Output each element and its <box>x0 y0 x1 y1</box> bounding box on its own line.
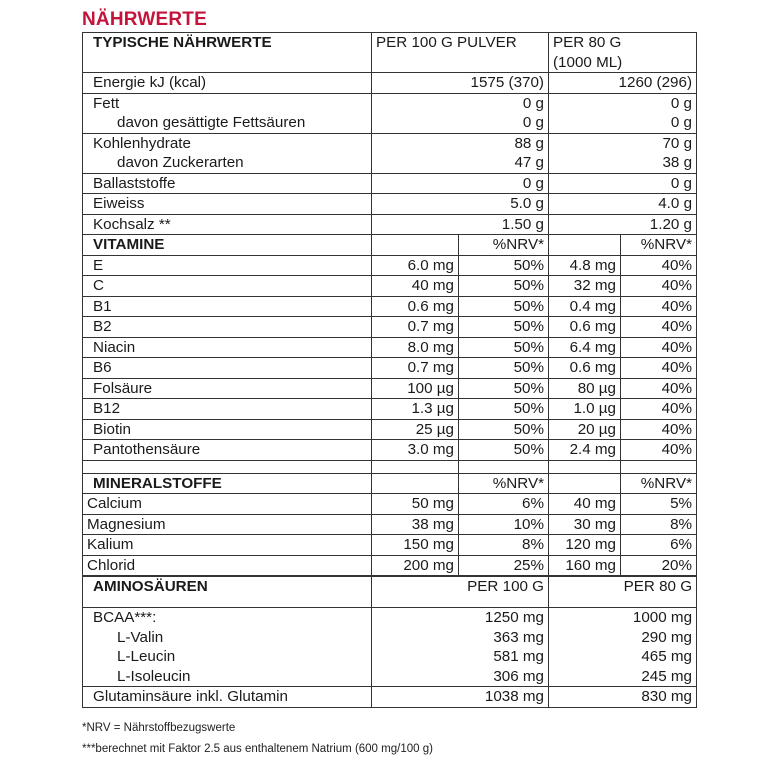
minerals-nrv-80g: 20% <box>621 555 697 576</box>
spacer-cell <box>459 460 549 473</box>
amino-name: Glutaminsäure inkl. Glutamin <box>83 687 372 708</box>
vitamins-nrv-100g: 50% <box>459 378 549 399</box>
amino-header-100g: PER 100 G <box>372 577 549 608</box>
minerals-nrv-100g: 25% <box>459 555 549 576</box>
minerals-amount-80g: 30 mg <box>549 514 621 535</box>
vitamins-name: B2 <box>83 317 372 338</box>
vitamins-name: Niacin <box>83 337 372 358</box>
vitamins-row <box>83 337 697 358</box>
vitamins-nrv-header: %NRV* <box>459 235 549 256</box>
minerals-amount-100g: 50 mg <box>372 494 459 515</box>
minerals-heading-row <box>83 473 697 494</box>
vitamins-amount-100g: 0.7 mg <box>372 317 459 338</box>
nutrient-row <box>83 173 697 194</box>
amino-heading-row <box>83 577 697 608</box>
nutrient-value-80g: 0 g <box>549 113 697 133</box>
nutrient-label: Eiweiss <box>83 194 372 215</box>
amino-value-80g: 830 mg <box>549 687 697 708</box>
nutrient-row <box>83 73 697 94</box>
minerals-nrv-header: %NRV* <box>459 473 549 494</box>
nutrient-value-80g: 1.20 g <box>549 214 697 235</box>
nutrient-value-80g: 70 g <box>549 133 697 153</box>
minerals-nrv-80g: 8% <box>621 514 697 535</box>
amino-row <box>83 628 697 648</box>
vitamins-amount-80g: 1.0 µg <box>549 399 621 420</box>
minerals-empty-cell <box>372 473 459 494</box>
vitamins-name: Pantothensäure <box>83 440 372 461</box>
vitamins-nrv-80g: 40% <box>621 419 697 440</box>
amino-row <box>83 667 697 687</box>
table-header-row <box>83 33 697 73</box>
vitamins-name: C <box>83 276 372 297</box>
vitamins-nrv-100g: 50% <box>459 399 549 420</box>
vitamins-name: E <box>83 255 372 276</box>
footnote-nrv: *NRV = Nährstoffbezugswerte <box>82 722 236 734</box>
minerals-nrv-100g: 10% <box>459 514 549 535</box>
nutrient-value-80g: 1260 (296) <box>549 73 697 94</box>
vitamins-amount-100g: 0.7 mg <box>372 358 459 379</box>
minerals-empty-cell <box>549 473 621 494</box>
vitamins-row <box>83 276 697 297</box>
vitamins-heading-row <box>83 235 697 256</box>
vitamins-nrv-80g: 40% <box>621 296 697 317</box>
footnote-bcaa: ***berechnet mit Faktor 2.5 aus enthaltenem Natrium (600 mg/100 g) <box>82 743 433 755</box>
amino-name: BCAA***: <box>83 608 372 628</box>
nutrient-value-100g: 88 g <box>372 133 549 153</box>
amino-name: L-Valin <box>83 628 372 648</box>
section-title: NÄHRWERTE <box>82 9 207 30</box>
nutrient-value-80g: 0 g <box>549 93 697 113</box>
minerals-name: Chlorid <box>83 555 372 576</box>
vitamins-amount-100g: 40 mg <box>372 276 459 297</box>
amino-row <box>83 608 697 628</box>
vitamins-amount-80g: 80 µg <box>549 378 621 399</box>
minerals-amount-80g: 160 mg <box>549 555 621 576</box>
header-typische: TYPISCHE NÄHRWERTE <box>83 33 372 73</box>
minerals-amount-80g: 40 mg <box>549 494 621 515</box>
nutrient-row <box>83 133 697 153</box>
vitamins-nrv-100g: 50% <box>459 440 549 461</box>
vitamins-amount-100g: 8.0 mg <box>372 337 459 358</box>
amino-row <box>83 687 697 708</box>
vitamins-amount-80g: 0.4 mg <box>549 296 621 317</box>
vitamins-amount-80g: 4.8 mg <box>549 255 621 276</box>
minerals-amount-80g: 120 mg <box>549 535 621 556</box>
amino-value-100g: 306 mg <box>372 667 549 687</box>
nutrient-row <box>83 93 697 113</box>
vitamins-row <box>83 419 697 440</box>
vitamins-amount-80g: 2.4 mg <box>549 440 621 461</box>
amino-value-100g: 1038 mg <box>372 687 549 708</box>
nutrient-label: davon gesättigte Fettsäuren <box>83 113 372 133</box>
minerals-nrv-80g: 6% <box>621 535 697 556</box>
nutrient-value-100g: 0 g <box>372 113 549 133</box>
nutrient-value-100g: 5.0 g <box>372 194 549 215</box>
minerals-nrv-80g: 5% <box>621 494 697 515</box>
amino-value-80g: 1000 mg <box>549 608 697 628</box>
minerals-amount-100g: 150 mg <box>372 535 459 556</box>
nutrient-value-100g: 0 g <box>372 93 549 113</box>
amino-name: L-Isoleucin <box>83 667 372 687</box>
amino-value-80g: 465 mg <box>549 647 697 667</box>
minerals-nrv-100g: 8% <box>459 535 549 556</box>
vitamins-amount-80g: 6.4 mg <box>549 337 621 358</box>
vitamins-nrv-100g: 50% <box>459 419 549 440</box>
nutrient-value-80g: 38 g <box>549 153 697 173</box>
minerals-row <box>83 555 697 576</box>
nutrient-value-100g: 1.50 g <box>372 214 549 235</box>
vitamins-nrv-80g: 40% <box>621 337 697 358</box>
vitamins-row <box>83 358 697 379</box>
vitamins-name: B12 <box>83 399 372 420</box>
nutrient-label: Ballaststoffe <box>83 173 372 194</box>
vitamins-name: B1 <box>83 296 372 317</box>
vitamins-amount-100g: 1.3 µg <box>372 399 459 420</box>
nutrition-table <box>82 32 697 708</box>
minerals-row <box>83 494 697 515</box>
nutrient-value-80g: 0 g <box>549 173 697 194</box>
vitamins-amount-80g: 20 µg <box>549 419 621 440</box>
nutrient-value-100g: 1575 (370) <box>372 73 549 94</box>
vitamins-amount-100g: 25 µg <box>372 419 459 440</box>
spacer-row <box>83 460 697 473</box>
vitamins-nrv-100g: 50% <box>459 358 549 379</box>
amino-value-100g: 1250 mg <box>372 608 549 628</box>
spacer-cell <box>83 460 372 473</box>
vitamins-row <box>83 399 697 420</box>
vitamins-nrv-80g: 40% <box>621 276 697 297</box>
vitamins-row <box>83 296 697 317</box>
header-per-80g-line1: PER 80 G <box>553 34 622 51</box>
vitamins-nrv-100g: 50% <box>459 317 549 338</box>
vitamins-nrv-100g: 50% <box>459 337 549 358</box>
vitamins-row <box>83 378 697 399</box>
vitamins-empty-cell <box>372 235 459 256</box>
vitamins-row <box>83 440 697 461</box>
vitamins-row <box>83 317 697 338</box>
vitamins-row <box>83 255 697 276</box>
nutrient-row <box>83 214 697 235</box>
vitamins-amount-100g: 0.6 mg <box>372 296 459 317</box>
vitamins-name: Biotin <box>83 419 372 440</box>
nutrient-label: Kohlenhydrate <box>83 133 372 153</box>
vitamins-nrv-80g: 40% <box>621 317 697 338</box>
minerals-nrv-header: %NRV* <box>621 473 697 494</box>
minerals-name: Magnesium <box>83 514 372 535</box>
minerals-heading: MINERALSTOFFE <box>83 473 372 494</box>
amino-value-80g: 290 mg <box>549 628 697 648</box>
vitamins-amount-100g: 100 µg <box>372 378 459 399</box>
nutrient-value-100g: 0 g <box>372 173 549 194</box>
vitamins-nrv-100g: 50% <box>459 296 549 317</box>
minerals-nrv-100g: 6% <box>459 494 549 515</box>
vitamins-nrv-100g: 50% <box>459 276 549 297</box>
minerals-name: Kalium <box>83 535 372 556</box>
amino-heading: AMINOSÄUREN <box>83 577 372 608</box>
minerals-row <box>83 535 697 556</box>
vitamins-nrv-80g: 40% <box>621 440 697 461</box>
nutrient-label: davon Zuckerarten <box>83 153 372 173</box>
amino-row <box>83 647 697 667</box>
amino-name: L-Leucin <box>83 647 372 667</box>
vitamins-amount-80g: 0.6 mg <box>549 317 621 338</box>
nutrient-label: Kochsalz ** <box>83 214 372 235</box>
vitamins-nrv-header: %NRV* <box>621 235 697 256</box>
minerals-name: Calcium <box>83 494 372 515</box>
vitamins-amount-80g: 0.6 mg <box>549 358 621 379</box>
amino-value-100g: 581 mg <box>372 647 549 667</box>
vitamins-amount-80g: 32 mg <box>549 276 621 297</box>
spacer-cell <box>621 460 697 473</box>
amino-value-100g: 363 mg <box>372 628 549 648</box>
amino-header-80g: PER 80 G <box>549 577 697 608</box>
nutrient-row <box>83 153 697 173</box>
vitamins-nrv-80g: 40% <box>621 399 697 420</box>
vitamins-name: Folsäure <box>83 378 372 399</box>
vitamins-amount-100g: 3.0 mg <box>372 440 459 461</box>
header-per-80g <box>549 33 697 73</box>
vitamins-nrv-100g: 50% <box>459 255 549 276</box>
spacer-cell <box>549 460 621 473</box>
vitamins-empty-cell <box>549 235 621 256</box>
vitamins-nrv-80g: 40% <box>621 358 697 379</box>
nutrient-value-100g: 47 g <box>372 153 549 173</box>
vitamins-name: B6 <box>83 358 372 379</box>
minerals-row <box>83 514 697 535</box>
vitamins-heading: VITAMINE <box>83 235 372 256</box>
vitamins-nrv-80g: 40% <box>621 378 697 399</box>
nutrient-row <box>83 194 697 215</box>
spacer-cell <box>372 460 459 473</box>
nutrient-label: Energie kJ (kcal) <box>83 73 372 94</box>
nutrient-label: Fett <box>83 93 372 113</box>
vitamins-amount-100g: 6.0 mg <box>372 255 459 276</box>
vitamins-nrv-80g: 40% <box>621 255 697 276</box>
amino-value-80g: 245 mg <box>549 667 697 687</box>
minerals-amount-100g: 200 mg <box>372 555 459 576</box>
header-per-80g-line2: (1000 ML) <box>553 53 623 71</box>
header-per-100g: PER 100 G PULVER <box>372 33 549 73</box>
nutrient-row <box>83 113 697 133</box>
nutrient-value-80g: 4.0 g <box>549 194 697 215</box>
minerals-amount-100g: 38 mg <box>372 514 459 535</box>
